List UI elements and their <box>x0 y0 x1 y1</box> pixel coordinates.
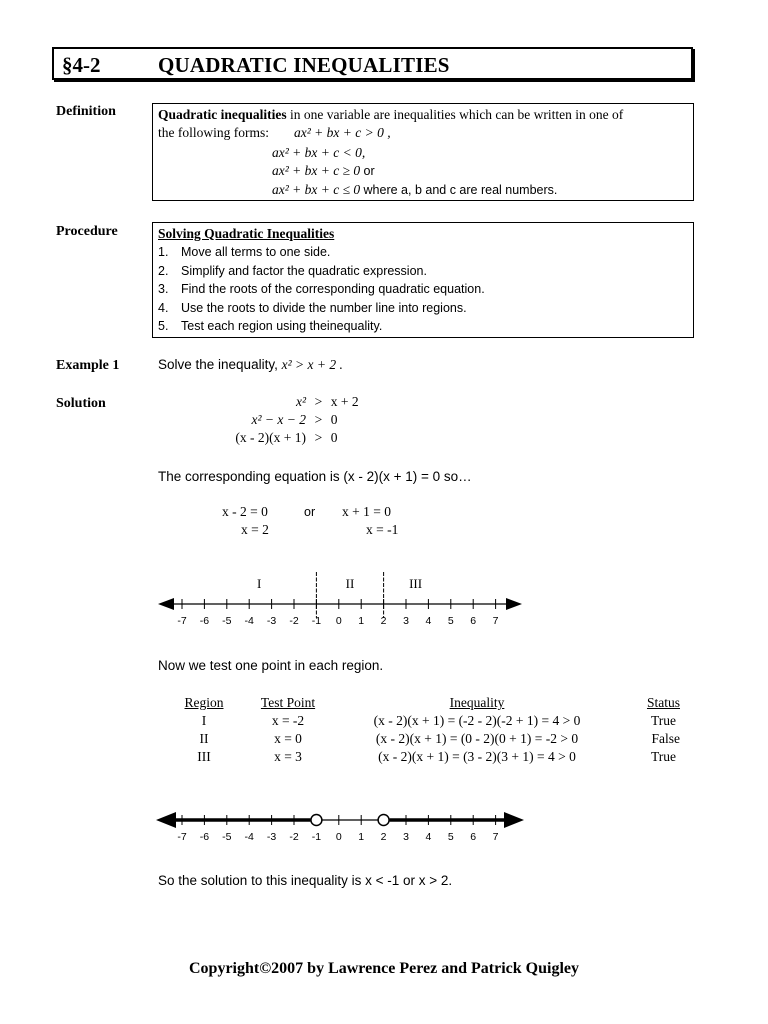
conclusion: So the solution to this inequality is x < -1 or x > 2. <box>158 873 453 888</box>
test-intro: Now we test one point in each region. <box>158 658 384 673</box>
step-rhs: 0 <box>330 430 338 445</box>
tick-label: -5 <box>222 615 232 627</box>
procedure-step <box>158 262 485 281</box>
tick-label: -1 <box>311 615 322 627</box>
tick-label: -4 <box>244 615 254 627</box>
procedure-step <box>158 317 485 336</box>
step-text: Test each region using theinequality. <box>181 319 383 333</box>
cell-inequality: (x - 2)(x + 1) = (0 - 2)(0 + 1) = -2 > 0 <box>375 731 579 746</box>
tick-label: 4 <box>425 831 432 843</box>
root-or: or <box>304 505 316 519</box>
region-label: I <box>257 576 262 591</box>
cell-status: True <box>650 749 676 764</box>
tick-label: 3 <box>403 615 409 627</box>
open-endpoint-icon <box>378 815 389 826</box>
tick-label: 6 <box>470 615 477 627</box>
step-number: 2. <box>158 263 169 278</box>
tick-label: -3 <box>266 831 277 843</box>
region-label: II <box>345 576 355 591</box>
definition-line-1 <box>158 106 623 125</box>
definition-term: Quadratic inequalities <box>158 107 287 122</box>
root-sol-right: x = -1 <box>366 522 399 537</box>
section-title-box <box>52 47 693 80</box>
root-sol-left: x = 2 <box>241 522 269 537</box>
cell-region: II <box>199 731 209 746</box>
tick-label: 7 <box>492 615 499 627</box>
step-number: 5. <box>158 319 169 333</box>
tick-label: -6 <box>199 615 210 627</box>
col-header-status: Status <box>646 695 680 710</box>
step-text: Simplify and factor the quadratic expression. <box>181 263 427 278</box>
root-eq-right: x + 1 = 0 <box>342 504 391 519</box>
definition-forms-lead: the following forms: <box>158 125 269 140</box>
tick-label: 2 <box>380 831 387 843</box>
region-number-line <box>150 570 540 632</box>
test-table <box>175 694 680 766</box>
open-endpoint-icon <box>311 815 322 826</box>
example-prompt <box>158 357 343 373</box>
form-3-expr: ax² + bx + c ≥ 0 <box>272 163 361 178</box>
col-header-inequality: Inequality <box>449 695 505 710</box>
tick-label: -3 <box>266 615 277 627</box>
tick-label: -6 <box>199 831 210 843</box>
cell-inequality: (x - 2)(x + 1) = (3 - 2)(3 + 1) = 4 > 0 <box>378 749 576 764</box>
tick-label: -2 <box>289 831 299 843</box>
example-label: Example 1 <box>56 358 120 373</box>
procedure-heading: Solving Quadratic Inequalities <box>158 226 335 241</box>
table-row <box>175 748 680 766</box>
solution-arrow-left-icon <box>156 812 176 828</box>
tick-label: -4 <box>244 831 254 843</box>
solution-step <box>200 394 360 412</box>
step-text: Find the roots of the corresponding quadratic equation. <box>181 282 485 296</box>
step-number: 1. <box>158 245 169 259</box>
definition-label: Definition <box>56 104 116 119</box>
tick-label: 0 <box>335 831 342 843</box>
step-op: > <box>314 412 323 427</box>
corresponding-equation: The corresponding equation is (x - 2)(x + 1) = 0 so… <box>158 469 472 484</box>
step-text: Use the roots to divide the number line into regions. <box>181 300 467 315</box>
step-lhs: x² − x − 2 <box>251 412 306 427</box>
tick-label: 5 <box>447 831 454 843</box>
step-number: 3. <box>158 282 169 296</box>
form-2: ax² + bx + c < 0, <box>272 145 366 160</box>
cell-point: x = 0 <box>274 731 302 746</box>
example-expression: x² > x + 2 . <box>281 357 343 372</box>
definition-box <box>152 103 694 201</box>
procedure-steps <box>158 243 485 336</box>
step-op: > <box>314 430 323 445</box>
procedure-step <box>158 280 485 299</box>
tick-label: -1 <box>311 831 322 843</box>
definition-where: where a, b and c are real numbers. <box>363 183 558 197</box>
procedure-step <box>158 243 485 262</box>
step-op: > <box>314 394 323 409</box>
step-text: Move all terms to one side. <box>181 245 331 259</box>
table-row <box>175 730 680 748</box>
solution-step <box>200 430 360 448</box>
form-4-expr: ax² + bx + c ≤ 0 <box>272 182 361 197</box>
tick-label: 1 <box>358 831 365 843</box>
form-4 <box>272 181 557 200</box>
root-eq-left: x - 2 = 0 <box>222 504 268 519</box>
table-header-row <box>175 694 680 712</box>
table-row <box>175 712 680 730</box>
tick-label: -7 <box>177 831 187 843</box>
definition-intro: in one variable are inequalities which can be written in one of <box>286 107 624 122</box>
procedure-box <box>152 222 694 338</box>
step-number: 4. <box>158 300 169 315</box>
cell-region: III <box>197 749 211 764</box>
tick-label: 7 <box>492 831 499 843</box>
tick-label: 6 <box>470 831 477 843</box>
step-lhs: (x - 2)(x + 1) <box>235 430 306 445</box>
step-rhs: 0 <box>330 412 338 427</box>
cell-region: I <box>201 713 207 728</box>
cell-status: False <box>651 731 680 746</box>
tick-label: -7 <box>177 615 187 627</box>
procedure-label: Procedure <box>56 224 118 239</box>
tick-label: 3 <box>403 831 409 843</box>
region-label: III <box>409 576 423 591</box>
step-rhs: x + 2 <box>330 394 359 409</box>
solution-step <box>200 412 360 430</box>
solution-number-line <box>150 800 540 850</box>
cell-point: x = -2 <box>271 713 305 728</box>
tick-label: 2 <box>380 615 387 627</box>
cell-status: True <box>650 713 676 728</box>
arrow-left-icon <box>158 598 174 610</box>
solution-steps <box>200 394 360 448</box>
form-3 <box>272 162 375 181</box>
cell-point: x = 3 <box>274 749 302 764</box>
solution-arrow-right-icon <box>504 812 524 828</box>
form-3-or: or <box>363 164 375 178</box>
page-title: QUADRATIC INEQUALITIES <box>158 53 450 77</box>
cell-inequality: (x - 2)(x + 1) = (-2 - 2)(-2 + 1) = 4 > 0 <box>373 713 581 728</box>
tick-label: 4 <box>425 615 432 627</box>
arrow-right-icon <box>506 598 522 610</box>
step-lhs: x² <box>295 394 306 409</box>
tick-label: -5 <box>222 831 232 843</box>
col-header-region: Region <box>184 695 224 710</box>
col-header-test-point: Test Point <box>260 695 316 710</box>
tick-label: -2 <box>289 615 299 627</box>
example-prompt-text: Solve the inequality, <box>158 357 278 372</box>
section-number: §4-2 <box>62 53 101 77</box>
form-1: ax² + bx + c > 0 , <box>294 125 391 140</box>
tick-label: 5 <box>447 615 454 627</box>
copyright: Copyright©2007 by Lawrence Perez and Patrick Quigley <box>189 960 579 977</box>
procedure-step <box>158 299 485 318</box>
tick-label: 1 <box>358 615 365 627</box>
definition-line-2 <box>158 124 269 143</box>
tick-label: 0 <box>335 615 342 627</box>
solution-label: Solution <box>56 396 106 411</box>
